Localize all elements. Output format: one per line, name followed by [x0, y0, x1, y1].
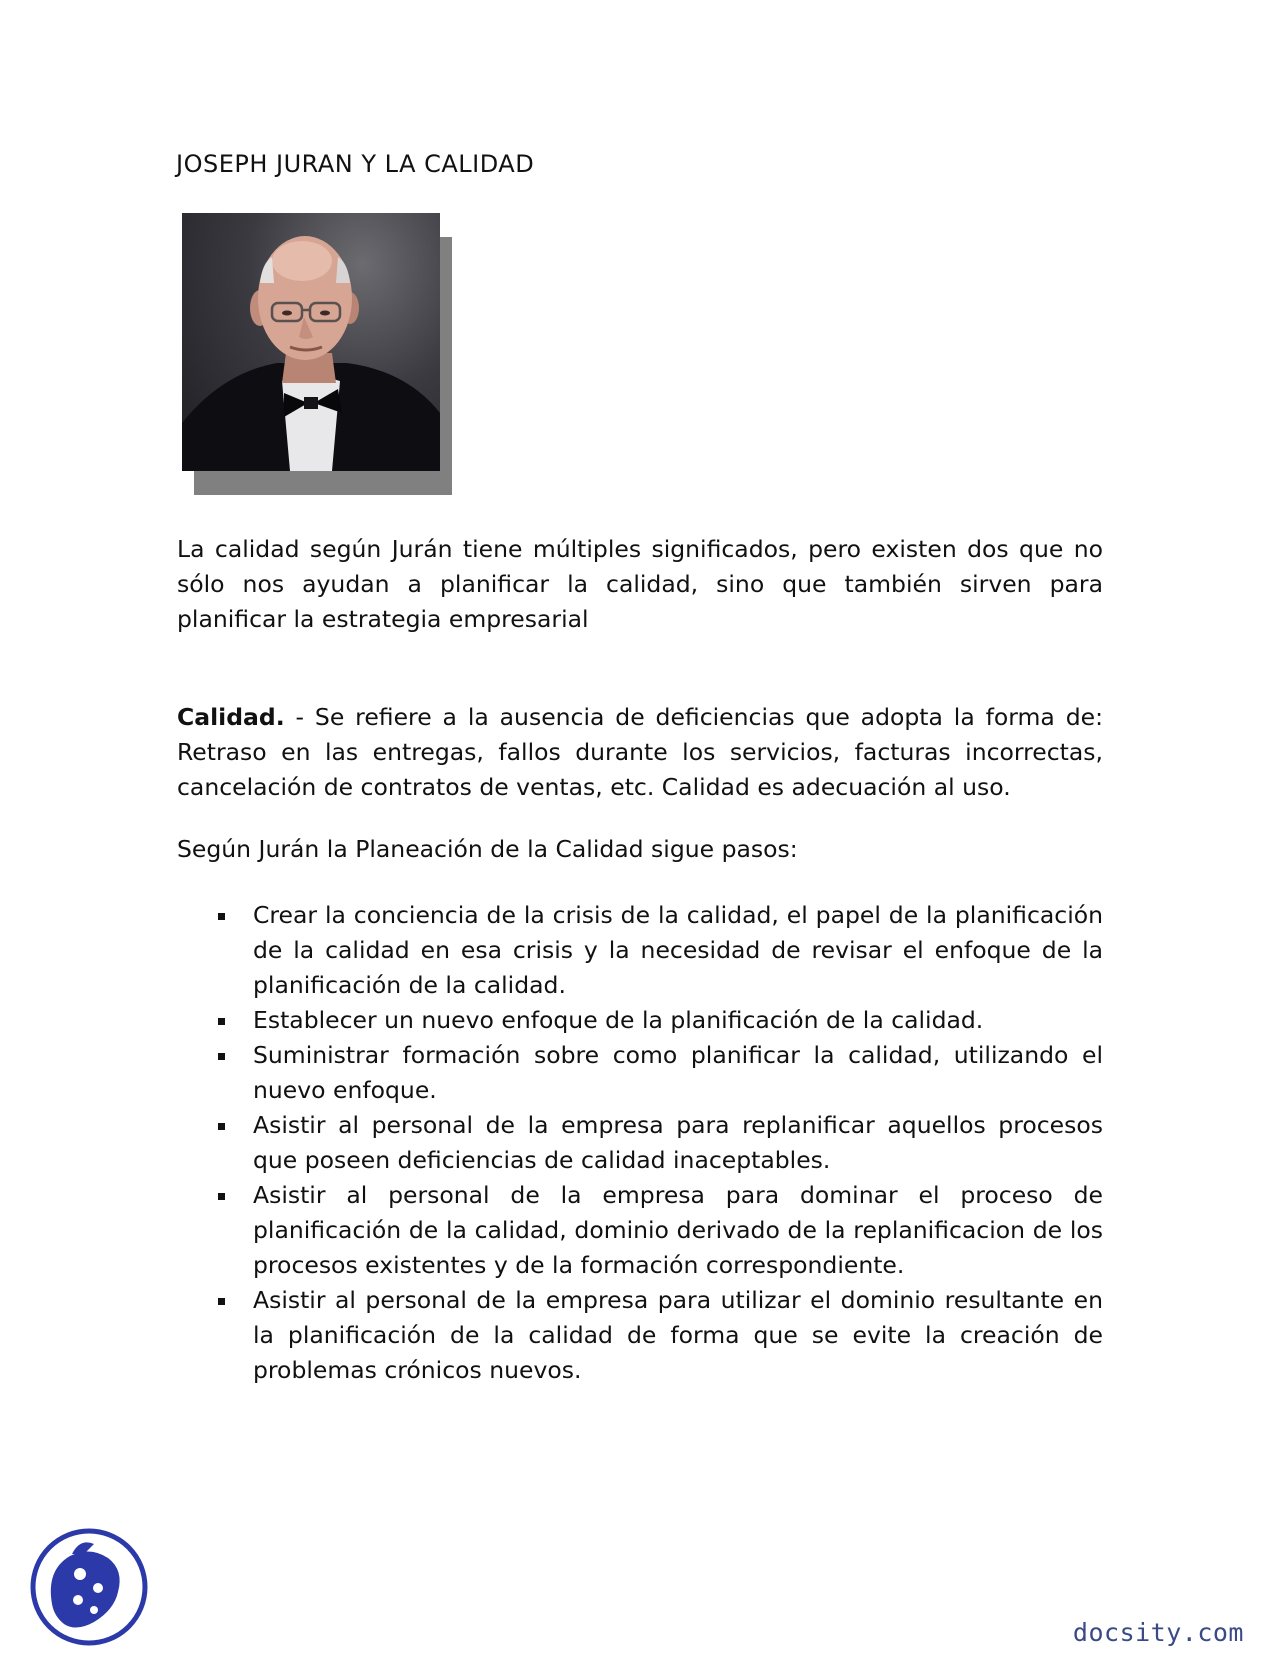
portrait-illustration — [182, 213, 440, 471]
steps-intro: Según Jurán la Planeación de la Calidad sigue pasos: — [177, 835, 798, 863]
bullet-icon — [218, 913, 225, 920]
list-item — [214, 898, 1103, 1003]
step-text: Asistir al personal de la empresa para utilizar el dominio resultante en la planificación de la calidad de forma que se evite la creación de problemas crónicos nuevos. — [253, 1286, 1103, 1384]
definition-paragraph — [177, 700, 1103, 805]
portrait-photo — [182, 213, 440, 471]
bullet-icon — [218, 1053, 225, 1060]
bullet-icon — [218, 1123, 225, 1130]
page-title: JOSEPH JURAN Y LA CALIDAD — [176, 150, 535, 178]
step-text: Suministrar formación sobre como planificar la calidad, utilizando el nuevo enfoque. — [253, 1041, 1103, 1104]
step-text: Asistir al personal de la empresa para replanificar aquellos procesos que poseen deficiencias de calidad inaceptables. — [253, 1111, 1103, 1174]
step-text: Establecer un nuevo enfoque de la planificación de la calidad. — [253, 1006, 984, 1034]
portrait-figure — [182, 213, 452, 495]
step-text: Crear la conciencia de la crisis de la calidad, el papel de la planificación de la calidad en esa crisis y la necesidad de revisar el enfoque de la planificación de la calidad. — [253, 901, 1103, 999]
definition-text: - Se refiere a la ausencia de deficiencias que adopta la forma de: Retraso en las entregas, fallos durante los servicios, facturas incorrectas, cancelación de contratos de ventas, etc. Calidad es adecuación al uso. — [177, 703, 1103, 801]
bullet-icon — [218, 1193, 225, 1200]
list-item — [214, 1038, 1103, 1108]
list-item — [214, 1108, 1103, 1178]
step-text: Asistir al personal de la empresa para dominar el proceso de planificación de la calidad, dominio derivado de la replanificacion de los procesos existentes y de la formación correspondiente. — [253, 1181, 1103, 1279]
list-item — [214, 1178, 1103, 1283]
intro-paragraph: La calidad según Jurán tiene múltiples significados, pero existen dos que no sólo nos ayudan a planificar la calidad, sino que también sirven para planificar la estrategia empresarial — [177, 535, 1103, 633]
bullet-icon — [218, 1298, 225, 1305]
list-item — [214, 1003, 1103, 1038]
logo-graphic — [28, 1526, 150, 1648]
brand-link[interactable]: docsity.com — [1072, 1618, 1244, 1647]
steps-list — [214, 898, 1103, 1388]
definition-term: Calidad. — [177, 703, 285, 731]
bullet-icon — [218, 1018, 225, 1025]
list-item — [214, 1283, 1103, 1388]
docsity-logo-icon[interactable] — [28, 1526, 150, 1648]
